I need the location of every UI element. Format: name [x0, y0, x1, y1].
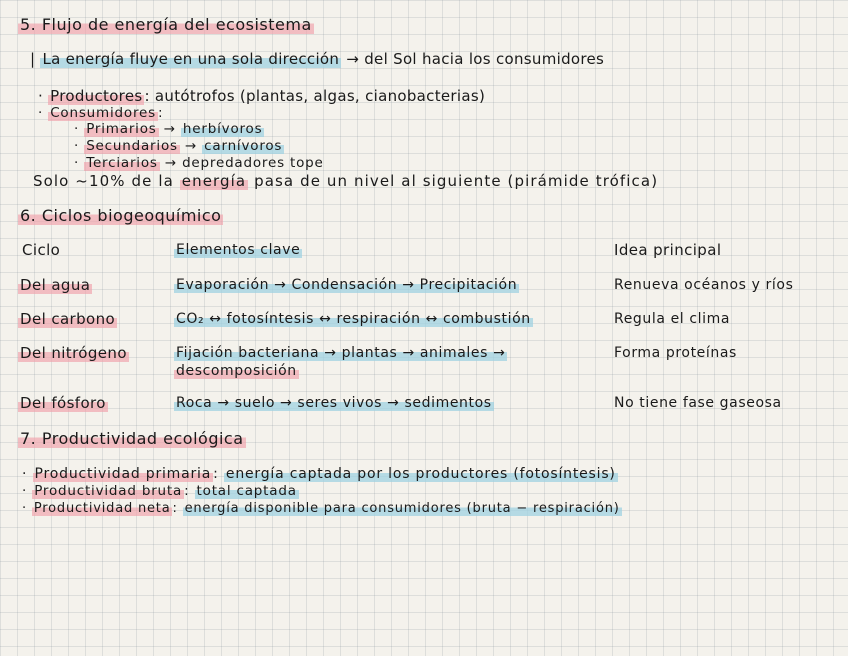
terciarios-value: depredadores tope	[182, 155, 324, 171]
bruta-text: total captada	[196, 483, 297, 499]
row-nitrogeno-elementos-2-text: descomposición	[176, 363, 297, 379]
row-nitrogeno-elementos-2	[174, 364, 299, 378]
header-ciclo: Ciclo	[22, 241, 61, 259]
section-5-heading	[18, 17, 314, 33]
productores-line: · Productores : autótrofos (plantas, algas, cianobacterias)	[38, 87, 486, 105]
terciarios-line	[74, 157, 324, 171]
primaria-text: energía captada por los productores (fotosíntesis)	[225, 466, 616, 482]
arrow-right-icon: →	[184, 138, 198, 154]
productores-text: autótrofos (plantas, algas, cianobacterias)	[154, 87, 486, 105]
row-agua-elementos-text: Evaporación → Condensación → Precipitación	[176, 277, 518, 293]
row-agua-ciclo	[18, 278, 92, 293]
primarios-line	[74, 123, 264, 137]
arrow-right-icon: →	[346, 50, 360, 68]
secundarios-line	[74, 140, 284, 154]
section-5-heading-text: 5. Flujo de energía del ecosistema	[20, 15, 312, 34]
bruta-label: Productividad bruta	[34, 483, 183, 499]
row-fosforo-ciclo-text: Del fósforo	[20, 394, 106, 412]
primaria-line: · Productividad primaria : energía captada por los productores (fotosíntesis)	[22, 466, 616, 482]
row-nitrogeno-ciclo	[18, 346, 129, 361]
section-6-heading	[18, 208, 223, 224]
section-7-heading-text: 7. Productividad ecológica	[20, 429, 244, 448]
arrow-right-icon: →	[163, 121, 176, 137]
primaria-label: Productividad primaria	[34, 466, 212, 482]
bullet-icon: ·	[38, 87, 44, 105]
solo-line	[33, 174, 658, 189]
row-nitrogeno-elementos-text: Fijación bacteriana → plantas → animales →	[176, 345, 506, 361]
row-fosforo-elementos-text: Roca → suelo → seres vivos → sedimentos	[176, 395, 492, 411]
row-nitrogeno-idea: Forma proteínas	[614, 345, 737, 361]
row-carbono-idea: Regula el clima	[614, 311, 731, 327]
solo-a: Solo ~10%	[33, 172, 126, 190]
bullet-icon: ·	[22, 483, 28, 499]
solo-energia: energía	[181, 172, 247, 190]
energy-flow-line	[30, 52, 604, 67]
row-fosforo-idea: No tiene fase gaseosa	[614, 395, 782, 411]
row-agua-idea: Renueva océanos y ríos	[614, 277, 794, 293]
row-carbono-ciclo	[18, 312, 117, 327]
row-agua-elementos	[174, 278, 519, 292]
bruta-line: · Productividad bruta : total captada	[22, 483, 297, 499]
header-idea: Idea principal	[614, 241, 722, 259]
neta-line: · Productividad neta : energía disponible para consumidores (bruta − respiración)	[22, 501, 620, 516]
row-fosforo-elementos	[174, 396, 494, 410]
consumidores-line: · Consumidores :	[38, 105, 164, 121]
row-agua-ciclo-text: Del agua	[20, 276, 91, 294]
bullet-icon: ·	[74, 121, 80, 137]
row-fosforo-ciclo	[18, 396, 108, 411]
arrow-right-icon: →	[164, 155, 177, 171]
neta-label: Productividad neta	[33, 501, 171, 516]
bullet-icon: ·	[22, 466, 28, 482]
row-nitrogeno-ciclo-text: Del nitrógeno	[20, 344, 127, 362]
energy-flow-bar: |	[30, 50, 36, 68]
header-elementos	[174, 243, 302, 257]
row-carbono-elementos-text: CO₂ ↔ fotosíntesis ↔ respiración ↔ combustión	[176, 311, 531, 327]
row-carbono-elementos	[174, 312, 533, 326]
section-6-heading-text: 6. Ciclos biogeoquímico	[20, 206, 222, 225]
bullet-icon: ·	[38, 105, 44, 121]
section-7-heading	[18, 431, 246, 447]
solo-c: pasa de un nivel al siguiente (pirámide trófica)	[254, 172, 659, 190]
row-carbono-ciclo-text: Del carbono	[20, 310, 116, 328]
productores-label: Productores	[50, 87, 143, 105]
solo-b: de la	[131, 172, 174, 190]
consumidores-label: Consumidores	[50, 105, 156, 121]
header-elementos-text: Elementos clave	[176, 242, 301, 258]
bullet-icon: ·	[22, 501, 27, 516]
primarios-label: Primarios	[86, 121, 157, 137]
energy-flow-intro: La energía fluye en una sola dirección	[42, 50, 340, 68]
bullet-icon: ·	[74, 155, 80, 171]
terciarios-label: Terciarios	[86, 155, 158, 171]
secundarios-value: carnívoros	[204, 138, 283, 154]
primarios-value: herbívoros	[182, 121, 263, 137]
bullet-icon: ·	[74, 138, 80, 154]
energy-flow-rest: del Sol hacia los consumidores	[364, 50, 605, 68]
secundarios-label: Secundarios	[86, 138, 178, 154]
neta-text: energía disponible para consumidores (bruta − respiración)	[184, 501, 620, 516]
row-nitrogeno-elementos	[174, 346, 507, 360]
